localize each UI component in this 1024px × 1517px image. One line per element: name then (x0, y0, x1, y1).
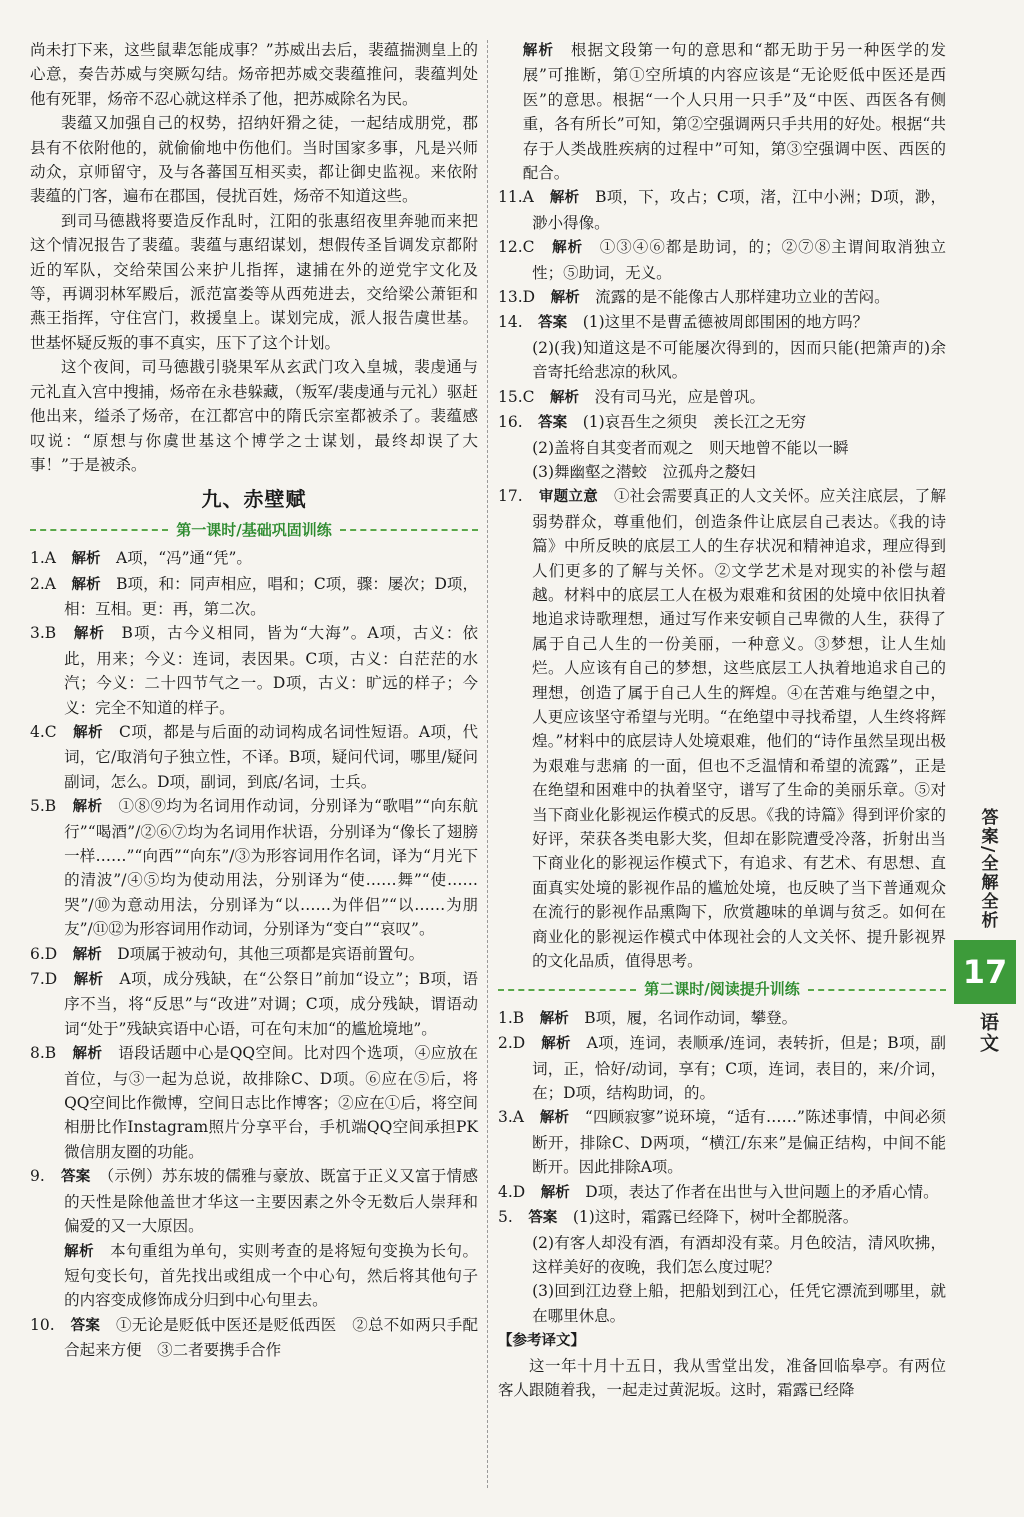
keyword-label: 解析 (541, 1036, 571, 1053)
answer-text: B项，下，攻占；C项，渚，江中小洲；D项，渺，渺小得像。 (532, 188, 946, 232)
paragraph: 尚未打下来，这些鼠辈怎能成事？”苏威出去后，裴蕴揣测皇上的心意，奏告苏威与突厥勾结。炀帝把苏威交裴蕴推问，裴蕴判处他有死罪，炀帝不忍心就这样杀了他，把苏威除名为民。 (30, 41, 478, 108)
item-number: 1.B (498, 1008, 525, 1027)
answer-text: 流露的是不能像古人那样建功立业的苦闷。 (595, 288, 890, 307)
answer-text: 本句重组为单句，实则考查的是将短句变换为长句。短句变长句，首先找出或组成一个中心句，然后将其他句子的内容变成修饰成分归到中心句里去。 (64, 1241, 478, 1310)
reference-text: 这一年十月十五日，我从雪堂出发，准备回临皋亭。有两位客人跟随着我，一起走过黄泥坂。这时，霜露已经降 (498, 1356, 946, 1399)
answer-continuation (498, 436, 946, 460)
keyword-label: 解析 (72, 1046, 103, 1063)
answer-item (498, 385, 946, 410)
answer-continuation (498, 336, 946, 385)
keyword-label: 解析 (64, 1243, 95, 1260)
lesson-band-label: 第一课时/基础巩固训练 (176, 520, 332, 539)
subject-label: 语文 (977, 1012, 999, 1055)
answer-item (30, 942, 478, 967)
item-number: 5.B (30, 797, 57, 816)
keyword-label: 解析 (522, 43, 555, 59)
right-column (498, 38, 946, 1402)
keyword-label: 解析 (71, 576, 101, 593)
answer-item (498, 310, 946, 335)
answer-text: 语段话题中心是QQ空间。比对四个选项，④应放在首位，与③一起为总说，故排除C、D项。⑥应在⑤后，将QQ空间比作微博，空间日志比作博客；②应在①后，将空间相册比作Instagram照片分享平台，手机端QQ空间承担PK微信朋友圈的功能。 (64, 1044, 478, 1161)
answer-text: D项属于被动句，其他三项都是宾语前置句。 (117, 944, 425, 963)
item-number: 5. (498, 1208, 513, 1227)
answer-list (498, 1006, 946, 1328)
answer-item (498, 410, 946, 435)
item-number: 7.D (30, 970, 58, 989)
paragraph: 这个夜间，司马德戡引骁果军从玄武门攻入皇城，裴虔通与元礼直入宫中搜捕，炀帝在永巷躲藏，（叛军/裴虔通与元礼）驱赶他出来，缢杀了炀帝，在江都宫中的隋氏宗室都被杀了。裴蕴感叹说：“原想与你虞世基这个博学之士谋划，最终却误了大事！”于是被杀。 (30, 358, 478, 474)
answer-text: (1)这里不是曹孟德被周郎围困的地方吗？ (582, 313, 869, 332)
paragraph: 到司马德戡将要造反作乱时，江阳的张惠绍夜里奔驰而来把这个情况报告了裴蕴。裴蕴与惠绍谋划，想假传圣旨调发京都附近的军队，交给荣国公来护儿指挥，逮捕在外的逆党宇文化及等，再调羽林军殿后，派范富娄等从西苑进去，交给梁公萧钜和燕王指挥，守住宫门，救援皇上。谋划完成，派人报告虞世基。世基怀疑反叛的事不真实，压下了这个计划。 (30, 211, 478, 352)
answer-continuation (498, 460, 946, 484)
item-number: 2.D (498, 1034, 526, 1053)
reference-title-text: 【参考译文】 (498, 1333, 585, 1350)
answer-text: ①社会需要真正的人文关怀。应关注底层，了解弱势群众，尊重他们，创造条件让底层自己表达。《我的诗篇》中所反映的底层工人的生存状况和精神追求，理应得到人们更多的了解与关怀。②文学艺术是对现实的补偿与超越。材料中的底层工人在极为艰难和贫困的处境中依旧执着地追求诗歌理想，通过写作来安顿自己卑微的人生，获得了属于自己人生的一份美丽，一种意义。③梦想，让人生灿烂。人应该有自己的梦想，这些底层工人执着地追求自己的理想，创造了属于自己人生的辉煌。④在苦难与绝望之中，人更应该坚守希望与光明。“在绝望中寻找希望，人生终将辉煌。”材料中的底层诗人处境艰难，他们的“诗作虽然呈现出极为艰难与悲痛 的一面，但也不乏温情和希望的流露”，正是在绝望和困难中的执着坚守，谱写了生命的美丽乐章。⑤对当下商业化影视运作模式的反思。《我的诗篇》得到评价家的好评，荣获各类电影大奖，但却在影院遭受冷落，折射出当下商业化的影视运作模式下，有追求、有艺术、有思想、直面真实处境的影视作品的尴尬处境，也反映了当下普通观众在流行的影视作品熏陶下，欣赏趣味的单调与贫乏。如何在商业化的影视运作模式中体现社会的人文关怀、提升影视界的文化品质，值得思考。 (532, 487, 946, 971)
keyword-label: 解析 (549, 190, 580, 207)
item-number: 3.B (30, 624, 57, 643)
answer-item (498, 1006, 946, 1031)
answer-text: 根据文段第一句的意思和“都无助于另一种医学的发展”可推断，第①空所填的内容应该是“无论贬低中医还是西医”的意思。根据“一个人只用一只手”及“中医、西医各有侧重，各有所长”可知，第②空强调两只手共用的好处。根据“共存于人类战胜疾病的过程中”可知，第③空强调中医、西医的配合。 (522, 41, 946, 183)
item-number: 14. (498, 313, 523, 332)
answer-text: （示例）苏东坡的儒雅与豪放、既富于正义又富于情感的天性是除他盖世才华这一主要因素之外令无数后人崇拜和偏爱的又一大原因。 (64, 1167, 478, 1236)
keyword-label: 答案 (528, 1210, 558, 1227)
answer-continuation (498, 1231, 946, 1280)
keyword-label: 解析 (552, 240, 584, 257)
answer-item (30, 794, 478, 941)
keyword-label: 解析 (539, 1110, 570, 1127)
answer-item (498, 1031, 946, 1105)
answer-text: B项，履，名词作动词，攀登。 (584, 1008, 798, 1027)
keyword-label: 解析 (540, 1184, 570, 1201)
answer-item (30, 1041, 478, 1164)
answer-text: ①⑧⑨均为名词用作动词，分别译为“歌唱”“向东航行”“喝酒”/②⑥⑦均为名词用作状语，分别译为“像长了翅膀一样……”“向西”“向东”/③为形容词用作名词，译为“月光下的清波”/④⑤均为使动用法，分别译为“使……舞”“使……哭”/⑩为意动用法，分别译为“以……为伴侣”“以……为朋友”/⑪⑫为形容词用作动词，分别译为“变白”“哀叹”。 (64, 797, 478, 939)
answer-item (498, 285, 946, 310)
item-number: 12.C (498, 238, 535, 257)
item-number: 13.D (498, 288, 536, 307)
item-number: 4.C (30, 722, 57, 741)
keyword-label: 解析 (73, 724, 104, 741)
paragraph: 裴蕴又加强自己的权势，招纳奸猾之徒，一起结成朋党，郡县有不依附他的，就偷偷地中伤他们。当时国家多事，凡是兴师动众，京师留守，及与各蕃国互相买卖，都让御史监视。来依附裴蕴的门客，遍布在郡国，侵扰百姓，炀帝不知道这些。 (30, 114, 478, 206)
answer-text: “四顾寂寥”说环境，“适有……”陈述事情，中间必须断开，排除C、D两项，“横江/东来”是偏正结构，中间不能断开。因此排除A项。 (532, 1108, 946, 1177)
keyword-label: 答案 (60, 1169, 91, 1186)
side-tab (960, 808, 1016, 1054)
item-number: 16. (498, 413, 523, 432)
answer-item (30, 572, 478, 622)
answer-item (30, 967, 478, 1041)
answer-text: B项，古今义相同，皆为“大海”。A项，古义：依此，用来；今义：连词，表因果。C项，古义：白茫茫的水汽；今义：二十四节气之一。D项，古义：旷远的样子；今义：完全不知道的样子。 (64, 624, 478, 717)
answer-text: (2)有客人却没有酒，有酒却没有菜。月色皎洁，清风吹拂，这样美好的夜晚，我们怎么度过呢？ (532, 1233, 946, 1276)
item-number: 9. (30, 1167, 45, 1186)
left-column (30, 38, 478, 1363)
answer-text: ①③④⑥都是助词，的；②⑦⑧主谓间取消独立性；⑤助词，无义。 (532, 238, 946, 282)
lesson-band (30, 518, 478, 542)
answer-continuation (498, 1279, 946, 1328)
answer-item (30, 1164, 478, 1238)
answer-text: (2)(我)知道这是不可能屡次得到的，因而只能(把箫声的)余音寄托给悲凉的秋风。 (532, 338, 946, 382)
item-number: 6.D (30, 944, 58, 963)
item-number: 3.A (498, 1108, 524, 1127)
reference-title (498, 1328, 946, 1353)
side-label: 答案/全解全析 (977, 808, 998, 931)
answer-text: (3)舞幽壑之潜蛟 泣孤舟之嫠妇 (532, 462, 756, 481)
answer-item (498, 1105, 946, 1179)
keyword-label: 答案 (70, 1317, 101, 1334)
keyword-label: 解析 (550, 290, 580, 307)
answer-item (30, 621, 478, 720)
answer-item (498, 1180, 946, 1205)
answer-text: B项，和：同声相应，唱和；C项，骤：屡次；D项，相：互相。更：再，第二次。 (64, 574, 478, 618)
answer-list (30, 546, 478, 1362)
answer-item (30, 1313, 478, 1363)
answer-text: A项，“冯”通“凭”。 (116, 549, 252, 568)
answer-continuation (30, 1239, 478, 1313)
item-number: 11.A (498, 188, 534, 207)
item-number: 2.A (30, 574, 56, 593)
item-number: 8.B (30, 1044, 57, 1063)
answer-text: D项，表达了作者在出世与入世问题上的矛盾心情。 (585, 1182, 939, 1201)
answer-text: (3)回到江边登上船，把船划到江心，任凭它漂流到哪里，就在哪里休息。 (532, 1282, 946, 1325)
answer-text: A项，连词，表顺承/连词，表转折，但是；B项，副词，正，恰好/动词，享有；C项，连词，表目的，来/介词，在；D项，结构助词，的。 (532, 1034, 946, 1103)
item-number: 4.D (498, 1182, 526, 1201)
answer-text: (2)盖将自其变者而观之 则天地曾不能以一瞬 (532, 438, 849, 457)
answer-item (498, 1205, 946, 1230)
keyword-label: 解析 (539, 1010, 569, 1027)
keyword-label: 答案 (538, 415, 568, 432)
answer-text: (1)哀吾生之须臾 羡长江之无穷 (582, 413, 807, 432)
keyword-label: 解析 (73, 972, 104, 989)
answer-text: A项，成分残缺，在“公祭日”前加“设立”；B项，语序不当，将“反思”与“改进”对调；C项，成分残缺，谓语动词“处于”残缺宾语中心语，可在句末加“的尴尬境地”。 (64, 970, 478, 1038)
section-title: 九、赤壁赋 (201, 487, 307, 512)
item-number: 10. (30, 1315, 55, 1334)
lesson-band (498, 977, 946, 1001)
answer-item (498, 235, 946, 285)
keyword-label: 解析 (72, 946, 102, 963)
answer-text: C项，都是与后面的动词构成名词性短语。A项，代词，它/取消句子独立性，不译。B项，疑问代词，哪里/疑问副词，怎么。D项，副词，到底/名词，士兵。 (64, 722, 478, 791)
item-number: 17. (498, 487, 523, 506)
answer-text: ①无论是贬低中医还是贬低西医 ②总不如两只手配合起来方便 ③二者要携手合作 (64, 1315, 478, 1360)
keyword-label: 解析 (71, 551, 101, 568)
answer-item (30, 546, 478, 571)
answer-item (498, 484, 946, 973)
keyword-label: 解析 (72, 799, 103, 816)
item-number: 1.A (30, 549, 56, 568)
answer-item (498, 185, 946, 235)
answer-text: (1)这时，霜露已经降下，树叶全都脱落。 (572, 1208, 859, 1227)
keyword-label: 审题立意 (538, 489, 599, 506)
answer-list (498, 185, 946, 973)
page-number: 17 (954, 940, 1016, 1004)
column-divider (487, 40, 488, 1488)
answer-continued (498, 38, 946, 185)
item-number: 15.C (498, 387, 535, 406)
lesson-band-label: 第二课时/阅读提升训练 (644, 980, 800, 999)
keyword-label: 解析 (73, 626, 105, 643)
answer-item (30, 720, 478, 794)
answer-text: 没有司马光，应是曾巩。 (594, 387, 766, 406)
keyword-label: 答案 (538, 315, 568, 332)
keyword-label: 解析 (550, 389, 580, 406)
